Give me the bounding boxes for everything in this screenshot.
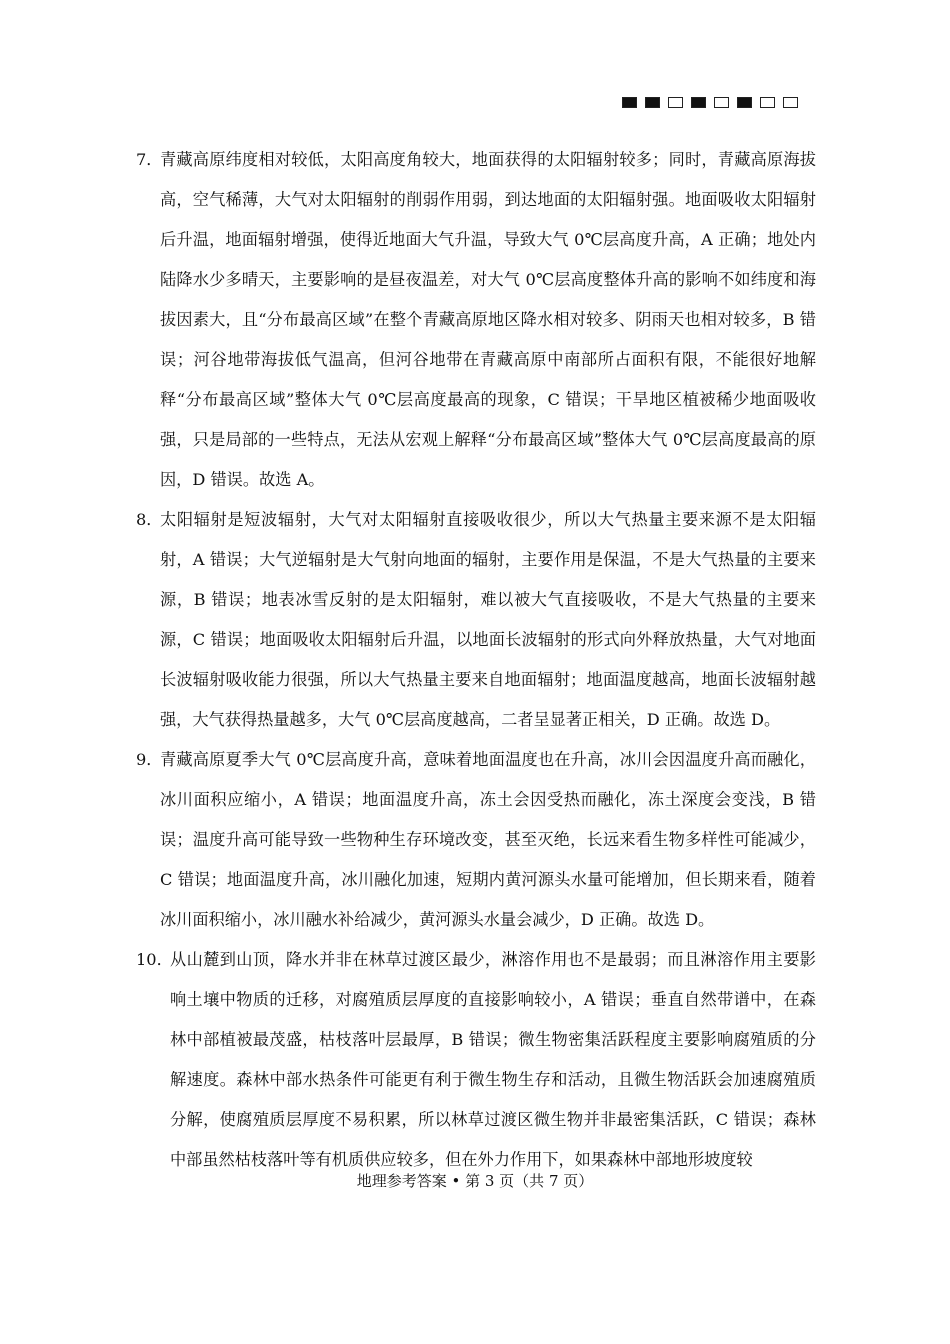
marker-square-3: [668, 97, 683, 108]
answer-content: [136, 140, 816, 1180]
question-number: 10．: [136, 950, 173, 969]
marker-square-4: [691, 97, 706, 108]
answer-item-9: [136, 740, 816, 940]
answer-text: 青藏高原纬度相对较低，太阳高度角较大，地面获得的太阳辐射较多；同时，青藏高原海拔高，空气稀薄，大气对太阳辐射的削弱作用弱，到达地面的太阳辐射强。地面吸收太阳辐射后升温，地面辐射增强，使得近地面大气升温，导致大气 0℃层高度升高，A 正确；地处内陆降水少多晴天，主要影响的是昼夜温差，对大气 0℃层高度整体升高的影响不如纬度和海拔因素大，且“分布最高区域”在整个青藏高原地区降水相对较多、阴雨天也相对较多，B 错误；河谷地带海拔低气温高，但河谷地带在青藏高原中南部所占面积有限，不能很好地解释“分布最高区域”整体大气 0℃层高度最高的现象，C 错误；干旱地区植被稀少地面吸收强，只是局部的一些特点，无法从宏观上解释“分布最高区域”整体大气 0℃层高度最高的原因，D 错误。故选 A。: [160, 150, 816, 489]
question-number: 9．: [136, 750, 163, 769]
marker-square-1: [622, 97, 637, 108]
answer-text: 青藏高原夏季大气 0℃层高度升高，意味着地面温度也在升高，冰川会因温度升高而融化，冰川面积应缩小，A 错误；地面温度升高，冻土会因受热而融化，冻土深度会变浅，B 错误；温度升高可能导致一些物种生存环境改变，甚至灭绝，长远来看生物多样性可能减少，C 错误；地面温度升高，冰川融化加速，短期内黄河源头水量可能增加，但长期来看，随着冰川面积缩小，冰川融水补给减少，黄河源头水量会减少，D 正确。故选 D。: [160, 750, 816, 929]
answer-item-10: [136, 940, 816, 1180]
marker-square-5: [714, 97, 729, 108]
marker-square-7: [760, 97, 775, 108]
answer-item-7: [136, 140, 816, 500]
answer-text: 从山麓到山顶，降水并非在林草过渡区最少，淋溶作用也不是最弱；而且淋溶作用主要影响土壤中物质的迁移，对腐殖质层厚度的直接影响较小，A 错误；垂直自然带谱中，在森林中部植被最茂盛，枯枝落叶层最厚，B 错误；微生物密集活跃程度主要影响腐殖质的分解速度。森林中部水热条件可能更有利于微生物生存和活动，且微生物活跃会加速腐殖质分解，使腐殖质层厚度不易积累，所以林草过渡区微生物并非最密集活跃，C 错误；森林中部虽然枯枝落叶等有机质供应较多，但在外力作用下，如果森林中部地形坡度较: [170, 950, 816, 1169]
question-number: 8．: [136, 510, 163, 529]
question-number: 7．: [136, 150, 163, 169]
page-marker-strip: [622, 97, 798, 108]
marker-square-2: [645, 97, 660, 108]
marker-square-6: [737, 97, 752, 108]
answer-text: 太阳辐射是短波辐射，大气对太阳辐射直接吸收很少，所以大气热量主要来源不是太阳辐射，A 错误；大气逆辐射是大气射向地面的辐射，主要作用是保温，不是大气热量的主要来源，B 错误；地表冰雪反射的是太阳辐射，难以被大气直接吸收，不是大气热量的主要来源，C 错误；地面吸收太阳辐射后升温，以地面长波辐射的形式向外释放热量，大气对地面长波辐射吸收能力很强，所以大气热量主要来自地面辐射；地面温度越高，地面长波辐射越强，大气获得热量越多，大气 0℃层高度越高，二者呈显著正相关，D 正确。故选 D。: [160, 510, 816, 729]
marker-square-8: [783, 97, 798, 108]
answer-item-8: [136, 500, 816, 740]
page-footer: 地理参考答案 • 第 3 页（共 7 页）: [356, 1172, 594, 1190]
